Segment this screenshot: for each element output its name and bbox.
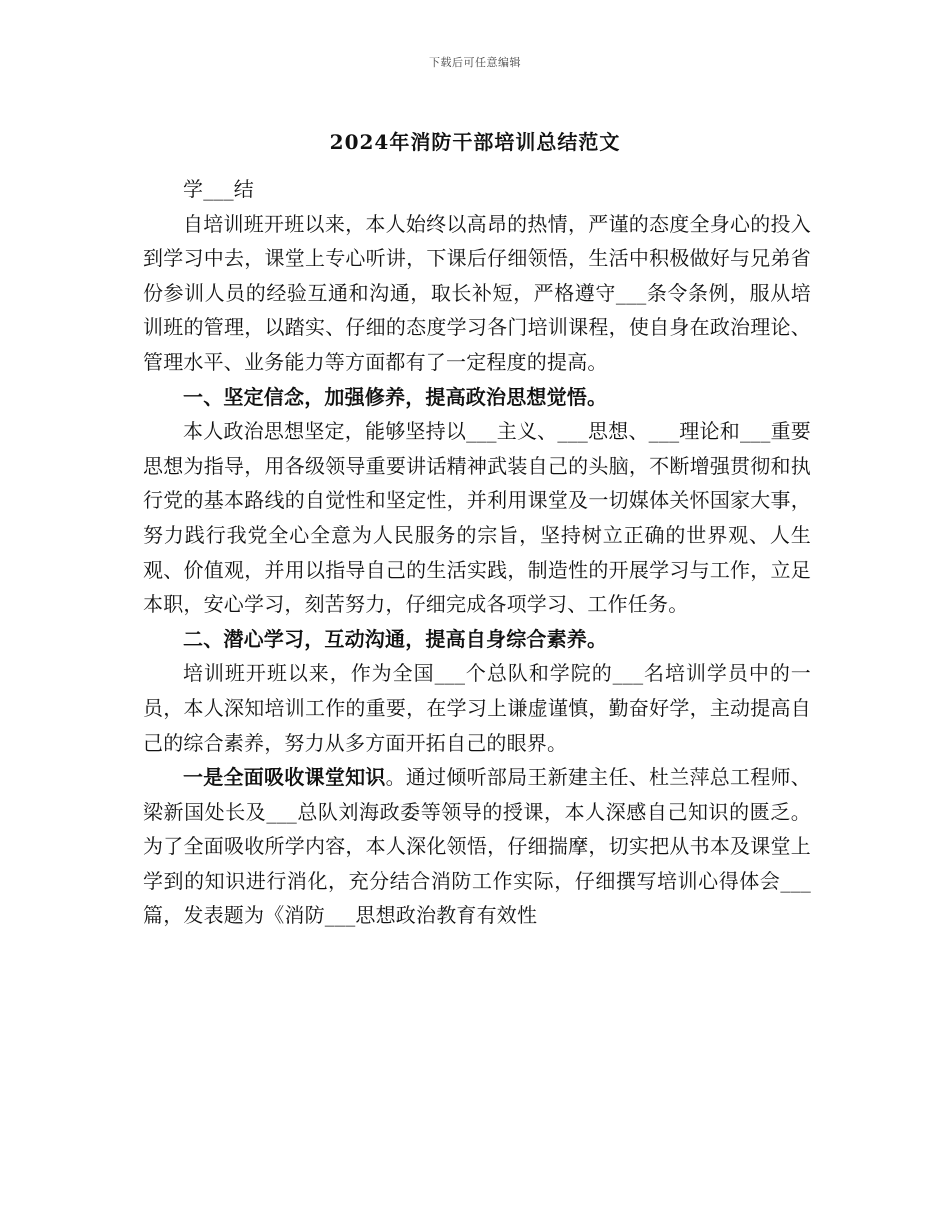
- section-1-paragraph: 本人政治思想坚定，能够坚持以___主义、___思想、___理论和___重要思想为指导，用各级领导重要讲话精神武装自己的头脑，不断增强贯彻和执行党的基本路线的自觉性和坚定性，并利用课堂及一切媒体关怀国家大事，努力践行我党全心全意为人民服务的宗旨，坚持树立正确的世界观、人生观、价值观，并用以指导自己的生活实践，制造性的开展学习与工作，立足本职，安心学习，刻苦努力，仔细完成各项学习、工作任务。: [143, 419, 811, 617]
- header-note: 下载后可任意编辑: [429, 56, 521, 69]
- point-1-lead: 一是全面吸收课堂知识: [183, 765, 386, 790]
- section-label: 学___结: [183, 177, 254, 201]
- section-heading-2: 二、潜心学习，互动沟通，提高自身综合素养。: [183, 626, 608, 651]
- section-2-point-1: [143, 760, 811, 933]
- intro-paragraph: 自培训班开班以来，本人始终以高昂的热情，严谨的态度全身心的投入到学习中去，课堂上专心听讲，下课后仔细领悟，生活中积极做好与兄弟省份参训人员的经验互通和沟通，取长补短，严格遵守___条令条例，服从培训班的管理，以踏实、仔细的态度学习各门培训课程，使自身在政治理论、管理水平、业务能力等方面都有了一定程度的提高。: [143, 211, 811, 374]
- section-heading-1: 一、坚定信念，加强修养，提高政治思想觉悟。: [183, 384, 608, 409]
- page-title: 2024年消防干部培训总结范文: [329, 130, 621, 154]
- point-1-text: 。通过倾听部局王新建主任、杜兰萍总工程师、梁新国处长及___总队刘海政委等领导的授课，本人深感自己知识的匮乏。为了全面吸收所学内容，本人深化领悟，仔细揣摩，切实把从书本及课堂上学到的知识进行消化，充分结合消防工作实际，仔细撰写培训心得体会___篇，发表题为《消防___思想政治教育有效性: [143, 765, 812, 928]
- section-2-paragraph: 培训班开班以来，作为全国___个总队和学院的___名培训学员中的一员，本人深知培训工作的重要，在学习上谦虚谨慎，勤奋好学，主动提高自己的综合素养，努力从多方面开拓自己的眼界。: [143, 661, 811, 755]
- document-body: [143, 172, 811, 933]
